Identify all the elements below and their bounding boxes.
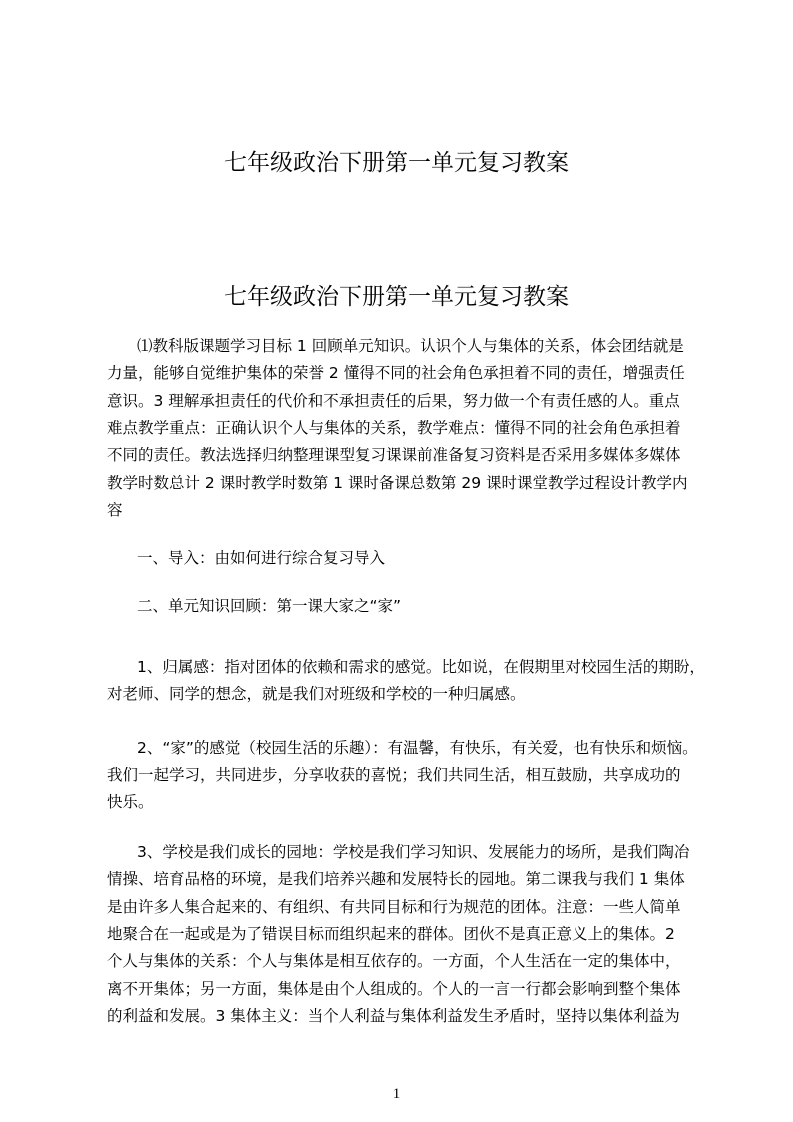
paragraph-line: 意识。3 理解承担责任的代价和不承担责任的后果，努力做一个有责任感的人。重点 (107, 392, 680, 410)
paragraph-line: 地聚合在一起或是为了错误目标而组织起来的群体。团伙不是真正意义上的集体。2 (107, 925, 675, 943)
paragraph-line: 2、“家”的感觉（校园生活的乐趣）：有温馨，有快乐，有关爱，也有快乐和烦恼。 (137, 739, 698, 757)
paragraph-line: 二、单元知识回顾：第一课大家之“家” (137, 597, 402, 615)
paragraph-line: 教学时数总计 2 课时教学时数第 1 课时备课总数第 29 课时课堂教学过程设计教学内 (107, 474, 688, 492)
paragraph-line: 难点教学重点：正确认识个人与集体的关系，教学难点：懂得不同的社会角色承担着 (107, 419, 681, 437)
paragraph-line: 力量，能够自觉维护集体的荣誉 2 懂得不同的社会角色承担着不同的责任，增强责任 (107, 364, 685, 382)
paragraph-line: 1、归属感：指对团体的依赖和需求的感觉。比如说，在假期里对校园生活的期盼， (137, 658, 705, 676)
header-title: 七年级政治下册第一单元复习教案 (224, 150, 569, 176)
paragraph-line: 我们一起学习，共同进步，分享收获的喜悦；我们共同生活，相互鼓励，共享成功的 (107, 766, 681, 784)
paragraph-line: 情操、培育品格的环境，是我们培养兴趣和发展特长的园地。第二课我与我们 1 集体 (107, 870, 685, 888)
paragraph-line: 离不开集体；另一方面，集体是由个人组成的。个人的一言一行都会影响到整个集体 (107, 980, 681, 998)
paragraph-line: 对老师、同学的想念，就是我们对班级和学校的一种归属感。 (107, 685, 526, 703)
document-title: 七年级政治下册第一单元复习教案 (224, 284, 569, 310)
paragraph-line: 个人与集体的关系：个人与集体是相互依存的。一方面，个人生活在一定的集体中， (107, 952, 681, 970)
paragraph-line: 快乐。 (107, 793, 154, 811)
paragraph-line: 不同的责任。教法选择归纳整理课型复习课课前准备复习资料是否采用多媒体多媒体 (107, 446, 681, 464)
paragraph-line: 一、导入：由如何进行综合复习导入 (137, 549, 386, 567)
paragraph-line: 是由许多人集合起来的、有组织、有共同目标和行为规范的团体。注意：一些人简单 (107, 898, 681, 916)
paragraph-line: ⑴教科版课题学习目标 1 回顾单元知识。认识个人与集体的关系，体会团结就是 (137, 337, 684, 355)
page-number: 1 (392, 1086, 401, 1102)
paragraph-line: 容 (107, 501, 123, 519)
paragraph-line: 3、学校是我们成长的园地：学校是我们学习知识、发展能力的场所，是我们陶冶 (137, 843, 690, 861)
paragraph-line: 的利益和发展。3 集体主义：当个人利益与集体利益发生矛盾时，坚持以集体利益为 (107, 1007, 680, 1025)
